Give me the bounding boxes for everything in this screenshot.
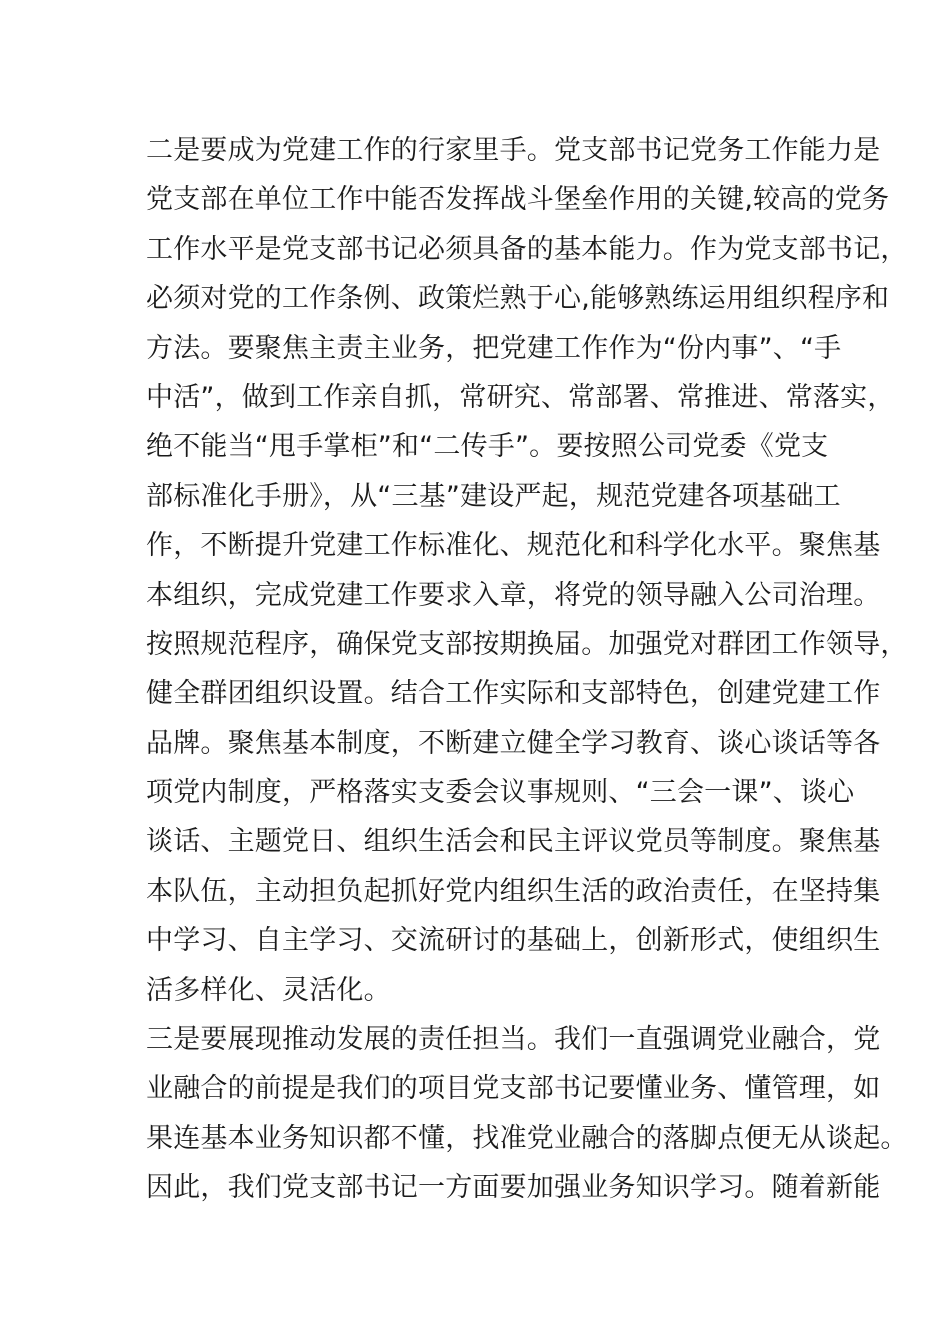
text-line: 本组织，完成党建工作要求入章，将党的领导融入公司治理。 — [146, 579, 881, 611]
text-line: 绝不能当“甩手掌柜”和“二传手”。要按照公司党委《党支 — [146, 431, 829, 463]
text-line: 健全群团组织设置。结合工作实际和支部特色，创建党建工作 — [146, 678, 881, 710]
text-line: 因此，我们党支部书记一方面要加强业务知识学习。随着新能 — [146, 1172, 881, 1204]
text-line: 按照规范程序，确保党支部按期换届。加强党对群团工作领导， — [146, 628, 908, 660]
text-line: 二是要成为党建工作的行家里手。党支部书记党务工作能力是 — [146, 135, 881, 166]
text-line: 党支部在单位工作中能否发挥战斗堡垒作用的关键,较高的党务 — [146, 184, 890, 216]
text-line: 作，不断提升党建工作标准化、规范化和科学化水平。聚焦基 — [146, 530, 881, 562]
text-line: 谈话、主题党日、组织生活会和民主评议党员等制度。聚焦基 — [146, 826, 881, 858]
text-line: 方法。要聚焦主责主业务，把党建工作作为“份内事”、“手 — [146, 332, 842, 364]
text-line: 品牌。聚焦基本制度，不断建立健全学习教育、谈心谈话等各 — [146, 727, 881, 759]
text-line: 工作水平是党支部书记必须具备的基本能力。作为党支部书记， — [146, 233, 908, 265]
text-line: 中活”，做到工作亲自抓，常研究、常部署、常推进、常落实， — [146, 381, 895, 413]
text-line: 本队伍，主动担负起抓好党内组织生活的政治责任，在坚持集 — [146, 875, 881, 907]
body-text — [146, 126, 908, 1213]
text-line: 中学习、自主学习、交流研讨的基础上，创新形式，使组织生 — [146, 925, 881, 957]
text-line: 部标准化手册》，从“三基”建设严起，规范党建各项基础工 — [146, 480, 841, 512]
text-line: 项党内制度，严格落实支委会议事规则、“三会一课”、谈心 — [146, 777, 855, 809]
text-line: 果连基本业务知识都不懂，找准党业融合的落脚点便无从谈起。 — [146, 1122, 908, 1154]
text-line: 必须对党的工作条例、政策烂熟于心,能够熟练运用组织程序和 — [146, 283, 890, 315]
text-line: 活多样化、灵活化。 — [146, 974, 391, 1006]
text-line: 业融合的前提是我们的项目党支部书记要懂业务、懂管理，如 — [146, 1073, 881, 1105]
text-line: 三是要展现推动发展的责任担当。我们一直强调党业融合，党 — [146, 1024, 881, 1056]
